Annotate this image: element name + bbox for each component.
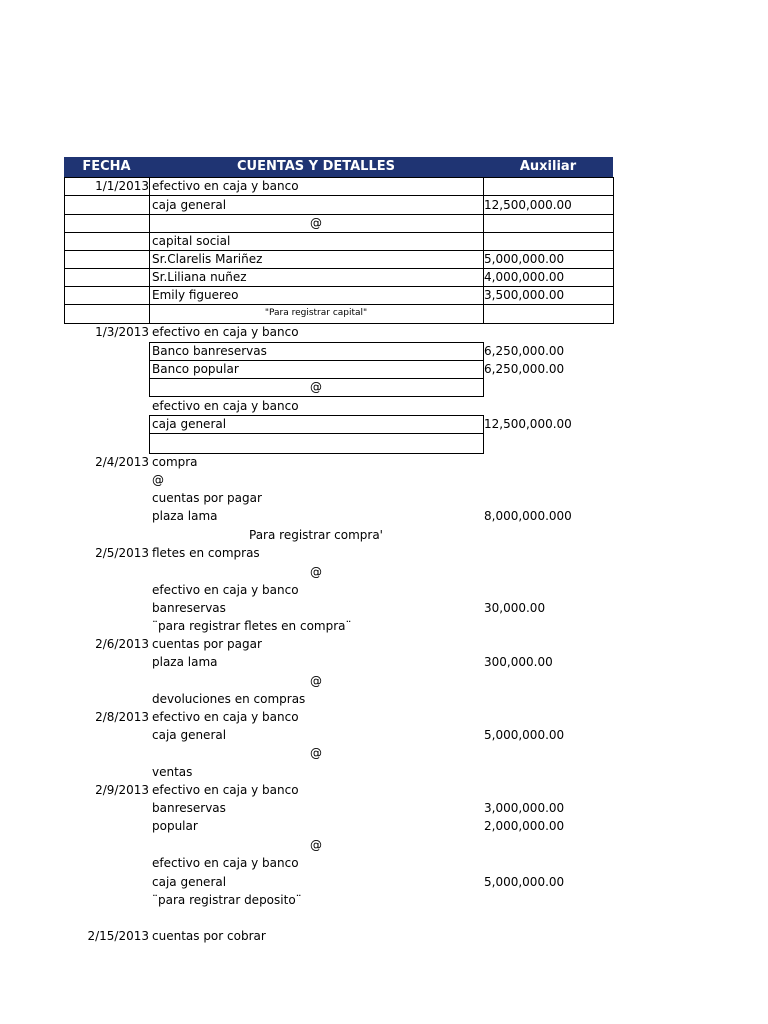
cell-auxiliar [483, 304, 614, 324]
entry-date: 2/6/2013 [95, 637, 149, 651]
cell-fecha [64, 214, 150, 233]
account-detail: plaza lama [152, 509, 218, 523]
auxiliar-amount: 2,000,000.00 [484, 819, 565, 833]
at-separator: @ [310, 838, 322, 852]
auxiliar-amount: 8,000,000.000 [484, 509, 572, 523]
account-detail: devoluciones en compras [152, 692, 306, 706]
account-detail: Sr.Clarelis Mariñez [152, 252, 263, 266]
account-detail: caja general [152, 417, 227, 431]
account-detail: capital social [152, 234, 231, 248]
entry-date: 2/5/2013 [95, 546, 149, 560]
auxiliar-amount: 5,000,000.00 [484, 252, 565, 266]
auxiliar-amount: 12,500,000.00 [484, 417, 572, 431]
account-detail: Banco popular [152, 362, 239, 376]
account-detail: caja general [152, 875, 227, 889]
cell-fecha [64, 304, 150, 324]
account-detail: cuentas por pagar [152, 637, 262, 651]
header-auxiliar: Auxiliar [483, 157, 613, 177]
auxiliar-amount: 5,000,000.00 [484, 728, 565, 742]
account-detail: efectivo en caja y banco [152, 856, 299, 870]
cell-fecha [64, 268, 150, 287]
entry-date: 2/15/2013 [87, 929, 149, 943]
auxiliar-amount: 6,250,000.00 [484, 344, 565, 358]
at-separator: @ [310, 565, 322, 579]
entry-date: 1/1/2013 [95, 179, 149, 193]
account-detail: banreservas [152, 801, 226, 815]
cell-fecha [64, 195, 150, 215]
cell-fecha [64, 232, 150, 251]
header-fecha: FECHA [64, 157, 149, 177]
account-detail: banreservas [152, 601, 226, 615]
auxiliar-amount: 5,000,000.00 [484, 875, 565, 889]
auxiliar-amount: 12,500,000.00 [484, 198, 572, 212]
at-separator: @ [310, 746, 322, 760]
account-detail: efectivo en caja y banco [152, 399, 299, 413]
account-detail: ¨para registrar fletes en compra¨ [152, 619, 352, 633]
at-separator: @ [310, 380, 322, 394]
account-detail: plaza lama [152, 655, 218, 669]
cell-auxiliar [483, 232, 614, 251]
account-detail: efectivo en caja y banco [152, 783, 299, 797]
entry-date: 2/8/2013 [95, 710, 149, 724]
account-detail: caja general [152, 198, 227, 212]
at-separator: @ [310, 674, 322, 688]
account-detail: efectivo en caja y banco [152, 325, 299, 339]
cell-auxiliar [483, 214, 614, 233]
cell-fecha [64, 286, 150, 305]
cell-auxiliar [483, 177, 614, 196]
at-separator: @ [310, 216, 322, 230]
auxiliar-amount: 6,250,000.00 [484, 362, 565, 376]
auxiliar-amount: 30,000.00 [484, 601, 546, 615]
auxiliar-amount: 4,000,000.00 [484, 270, 565, 284]
account-detail: ventas [152, 765, 193, 779]
auxiliar-amount: 3,000,000.00 [484, 801, 565, 815]
account-detail: cuentas por pagar [152, 491, 262, 505]
account-detail: caja general [152, 728, 227, 742]
account-detail: efectivo en caja y banco [152, 710, 299, 724]
entry-date: 2/4/2013 [95, 455, 149, 469]
auxiliar-amount: 3,500,000.00 [484, 288, 565, 302]
account-detail: fletes en compras [152, 546, 260, 560]
at-separator: @ [152, 473, 164, 487]
account-detail: efectivo en caja y banco [152, 583, 299, 597]
cell-detalle [149, 433, 484, 454]
account-detail: popular [152, 819, 198, 833]
account-detail: compra [152, 455, 198, 469]
account-detail: Banco banreservas [152, 344, 267, 358]
entry-date: 2/9/2013 [95, 783, 149, 797]
account-detail: ¨para registrar deposito¨ [152, 893, 302, 907]
entry-date: 1/3/2013 [95, 325, 149, 339]
cell-fecha [64, 250, 150, 269]
header-cuentas: CUENTAS Y DETALLES [149, 157, 483, 177]
account-detail: Sr.Liliana nuñez [152, 270, 247, 284]
account-detail: efectivo en caja y banco [152, 179, 299, 193]
account-detail: "Para registrar capital" [264, 308, 368, 318]
auxiliar-amount: 300,000.00 [484, 655, 553, 669]
account-detail: Para registrar compra' [249, 528, 383, 542]
account-detail: Emily figuereo [152, 288, 239, 302]
account-detail: cuentas por cobrar [152, 929, 266, 943]
